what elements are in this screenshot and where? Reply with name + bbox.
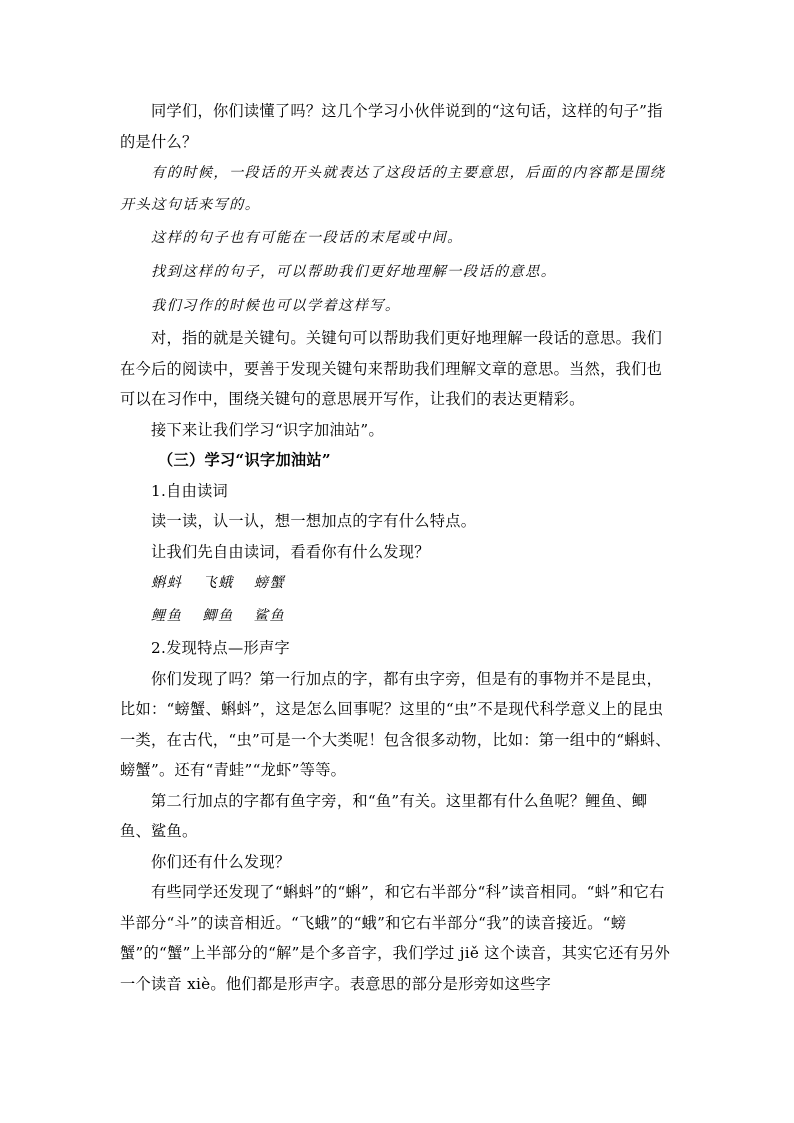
- paragraph-fish-radical: 第二行加点的字都有鱼字旁，和“鱼”有关。这里都有什么鱼呢？鲤鱼、鲫鱼、鲨鱼。: [120, 791, 648, 840]
- paragraph-key-sentence-explanation: 对，指的就是关键句。关键句可以帮助我们更好地理解一段话的意思。我们在今后的阅读中，要善于发现关键句来帮助我们理解文章的意思。当然，我们也可以在习作中，围绕关键句的意思展开写作，让我们的表达更精彩。: [120, 329, 663, 408]
- quote-key-sentence-benefit: 找到这样的句子，可以帮助我们更好地理解一段话的意思。: [151, 264, 557, 280]
- word-row-fish: [120, 600, 676, 633]
- paragraph-phonetic-explanation: 有些同学还发现了“蝌蚪”的“蝌”，和它右半部分“科”读音相同。“蚪”和它右半部分“斗”的读音相近。“飞蛾”的“蛾”和它右半部分“我”的读音接近。“螃蟹”的“蟹”上半部分的“解”是个多音字，我们学过 jiě 这个读音，其实它还有另外一个读音 xiè。他们都是形声字。表意思的部分是形旁如这些字: [120, 883, 671, 993]
- subheading-free-reading: 1.自由读词: [151, 481, 229, 500]
- word-item: 蝌蚪: [151, 575, 183, 591]
- quote-key-sentence-start: 有的时候，一段话的开头就表达了这段话的主要意思，后面的内容都是围绕开头这句话来写的。: [120, 165, 666, 213]
- word-item: 螃蟹: [253, 575, 286, 591]
- paragraph-reading-instruction: 读一读，认一认，想一想加点的字有什么特点。: [151, 512, 477, 530]
- quote-key-sentence-writing: 我们习作的时候也可以学着这样写。: [151, 298, 401, 314]
- paragraph-transition: 接下来让我们学习“识字加油站”。: [151, 420, 384, 439]
- word-item: 鲫鱼: [202, 608, 234, 624]
- section-heading: （三）学习“识字加油站”: [158, 451, 331, 469]
- word-item: 飞蛾: [202, 575, 234, 591]
- quote-key-sentence-position: 这样的句子也有可能在一段话的末尾或中间。: [151, 230, 463, 246]
- word-row-insects: [120, 567, 676, 600]
- paragraph-insect-radical: 你们发现了吗？第一行加点的字，都有虫字旁，但是有的事物并不是昆虫，比如：“螃蟹、蝌蚪”，这是怎么回事呢？这里的“虫”不是现代科学意义上的昆虫一类，在古代，“虫”可是一个大类呢！包含很多动物，比如：第一组中的“蝌蚪、螃蟹”。还有“青蛙”“龙虾”等等。: [120, 669, 671, 779]
- paragraph-more-findings: 你们还有什么发现？: [151, 852, 291, 871]
- paragraph-intro-question: 同学们，你们读懂了吗？这几个学习小伙伴说到的“这句话，这样的句子”指的是什么？: [120, 102, 663, 151]
- subheading-phonetic-characters: 2.发现特点—形声字: [151, 639, 290, 657]
- word-item: 鲤鱼: [151, 608, 183, 624]
- word-item: 鲨鱼: [253, 608, 286, 624]
- document-page: [120, 96, 676, 999]
- paragraph-reading-prompt: 让我们先自由读词，看看你有什么发现？: [151, 542, 430, 561]
